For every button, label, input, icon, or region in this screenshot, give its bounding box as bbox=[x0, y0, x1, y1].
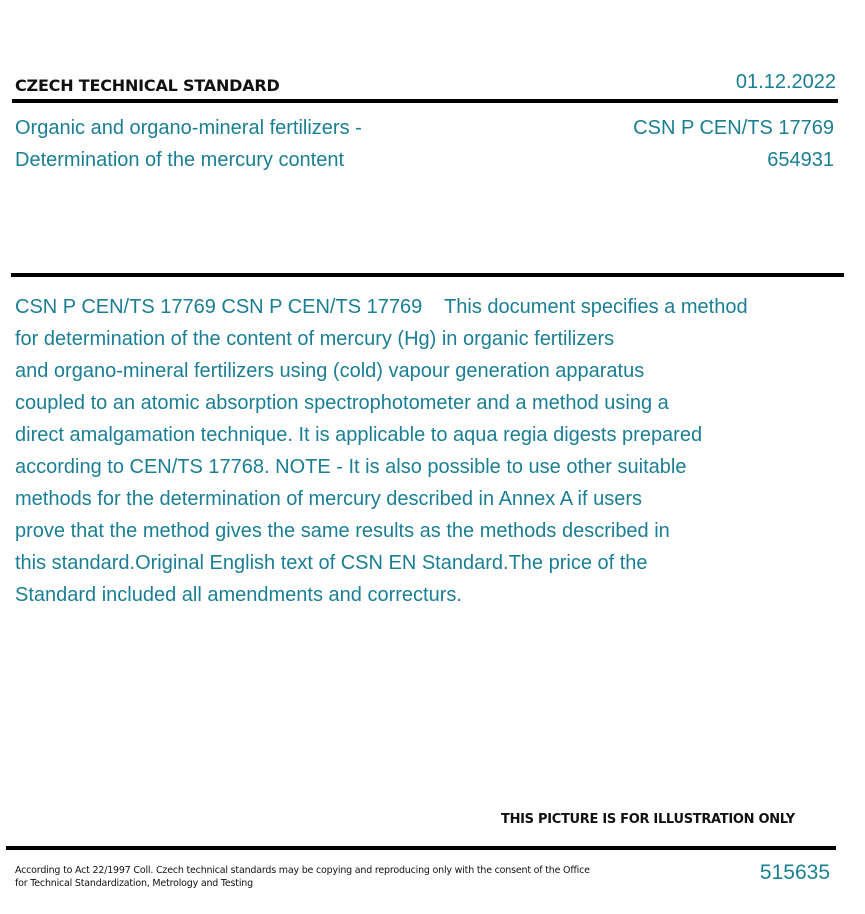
description-line: Standard included all amendments and correcturs. bbox=[15, 584, 462, 606]
footer-legal-line: According to Act 22/1997 Coll. Czech technical standards may be copying and reproducing only with the consent of the Office bbox=[15, 865, 590, 876]
footer-id: 515635 bbox=[759, 861, 830, 884]
header-divider bbox=[12, 99, 838, 103]
illustration-note: THIS PICTURE IS FOR ILLUSTRATION ONLY bbox=[501, 812, 795, 827]
description-line: and organo-mineral fertilizers using (cold) vapour generation apparatus bbox=[15, 360, 645, 382]
description-line: coupled to an atomic absorption spectrophotometer and a method using a bbox=[15, 392, 669, 414]
description bbox=[15, 291, 815, 611]
title-divider bbox=[11, 273, 844, 277]
description-line: for determination of the content of mercury (Hg) in organic fertilizers bbox=[15, 328, 615, 350]
footer-legal-note bbox=[15, 864, 590, 890]
description-line: CSN P CEN/TS 17769 CSN P CEN/TS 17769 This document specifies a method bbox=[15, 296, 748, 318]
description-line: direct amalgamation technique. It is applicable to aqua regia digests prepared bbox=[15, 424, 703, 446]
standard-title-line-1: Organic and organo-mineral fertilizers - bbox=[15, 117, 362, 139]
footer-divider bbox=[6, 846, 836, 850]
standard-code: CSN P CEN/TS 17769 bbox=[633, 117, 834, 139]
standard-title-line-2: Determination of the mercury content bbox=[15, 149, 345, 171]
description-line: methods for the determination of mercury described in Annex A if users bbox=[15, 488, 642, 510]
header-label: CZECH TECHNICAL STANDARD bbox=[15, 76, 280, 95]
footer-legal-line: for Technical Standardization, Metrology and Testing bbox=[15, 878, 253, 889]
description-line: prove that the method gives the same results as the methods described in bbox=[15, 520, 670, 542]
description-line: this standard.Original English text of CSN EN Standard.The price of the bbox=[15, 552, 648, 574]
description-line: according to CEN/TS 17768. NOTE - It is also possible to use other suitable bbox=[15, 456, 687, 478]
header-date: 01.12.2022 bbox=[735, 71, 836, 93]
catalog-number: 654931 bbox=[767, 149, 834, 171]
